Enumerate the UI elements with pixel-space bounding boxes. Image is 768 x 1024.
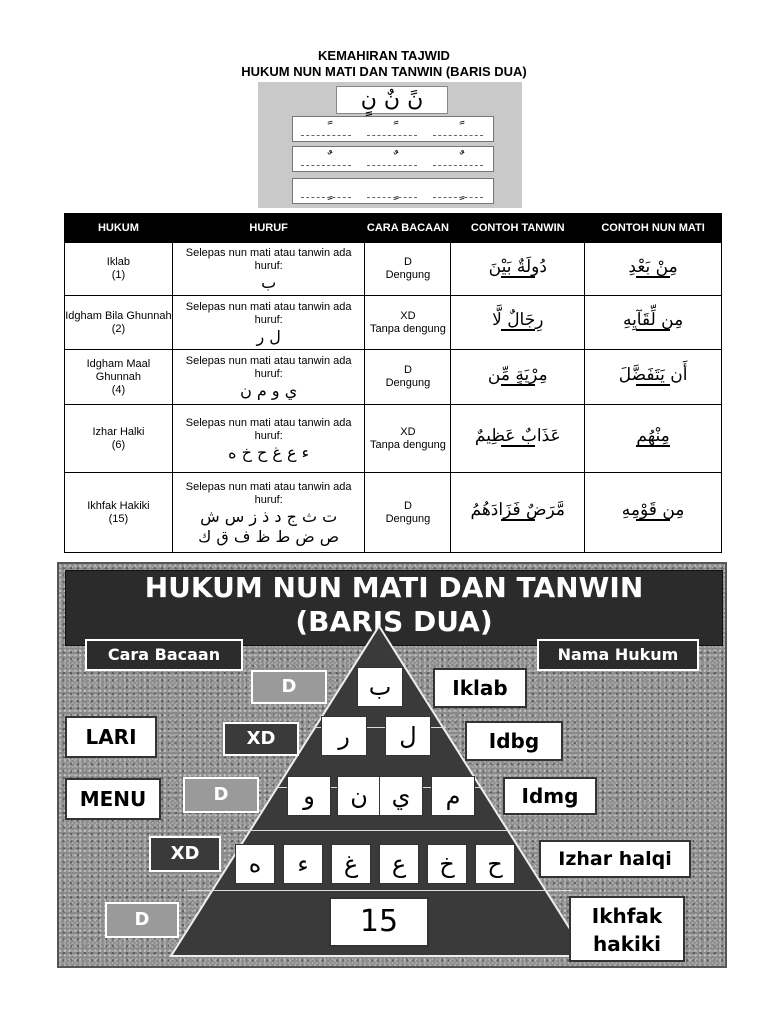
letter-tile[interactable]: ه [235,844,275,884]
letter-tile[interactable]: ن [337,776,381,816]
letter-tile[interactable]: غ [331,844,371,884]
letter-tile[interactable]: ي [379,776,423,816]
dash-line [367,165,417,166]
mark-cell [425,179,491,203]
cara-cell: D Dengung [365,473,451,553]
dash-line [367,197,417,198]
dash-line [367,135,417,136]
hukum-cell: Izhar Halki (6) [65,405,173,473]
kasratain-strip [292,178,494,204]
mark-cell [359,179,425,203]
huruf-cell: Selepas nun mati atau tanwin ada huruf: ت ث ج د ذ ز س ش ص ض ط ظ ف ق ك [172,473,365,553]
huruf-cell: Selepas nun mati atau tanwin ada huruf: ي و م ن [172,350,365,405]
hukum-label-ikhfak[interactable]: Ikhfak hakiki [569,896,685,962]
tanwin-marks-panel [258,82,522,208]
cara-cell: XD Tanpa dengung [365,296,451,350]
pyramid-divider [233,830,527,831]
contoh-tanwin-cell: مَّرَضٌ فَزَادَهُمُ [451,473,585,553]
poster-title: HUKUM NUN MATI DAN TANWIN (BARIS DUA) [65,570,723,646]
cara-cell: XD Tanpa dengung [365,405,451,473]
contoh-nun-mati-cell: مِنْهُم [585,405,722,473]
mark-cell [293,179,359,203]
header-contoh-nun-mati: CONTOH NUN MATI [585,214,722,243]
cara-label-ikhfak[interactable]: D [105,902,179,938]
hukum-label-idmg[interactable]: Idmg [503,777,597,815]
document-header [0,48,768,80]
contoh-tanwin-cell: دُولَةٌ بَيْنَ [451,243,585,296]
dash-line [301,197,351,198]
header-huruf: HURUF [172,214,365,243]
mark-cell [425,117,491,141]
header-contoh-tanwin: CONTOH TANWIN [451,214,585,243]
mark-cell [425,147,491,171]
contoh-nun-mati-cell: أَن يَتَفَضَّلَ [585,350,722,405]
contoh-tanwin-cell: مِرْيَةٍ مِّن [451,350,585,405]
table-row [65,296,722,350]
mark-cell [359,147,425,171]
cara-label-izhar[interactable]: XD [149,836,221,872]
dash-line [433,165,483,166]
nama-hukum-label: Nama Hukum [537,639,699,671]
lari-button[interactable]: LARI [65,716,157,758]
cara-cell: D Dengung [365,350,451,405]
cara-bacaan-label: Cara Bacaan [85,639,243,671]
mark-cell [293,147,359,171]
cara-cell: D Dengung [365,243,451,296]
letter-tile[interactable]: ب [357,667,403,707]
document-subtitle: HUKUM NUN MATI DAN TANWIN (BARIS DUA) [241,64,527,79]
hukum-table [64,213,722,553]
hukum-label-izhar[interactable]: Izhar halqi [539,840,691,878]
letter-tile[interactable]: ع [379,844,419,884]
pyramid-divider [187,890,572,891]
letter-tile[interactable]: م [431,776,475,816]
document-title: KEMAHIRAN TAJWID [318,48,450,63]
huruf-cell: Selepas nun mati atau tanwin ada huruf: ب [172,243,365,296]
mark-cell [359,117,425,141]
menu-button[interactable]: MENU [65,778,161,820]
dash-line [301,165,351,166]
pyramid-poster [57,562,727,968]
dash-line [433,197,483,198]
letter-tile[interactable]: ء [283,844,323,884]
header-cara-bacaan: CARA BACAAN [365,214,451,243]
contoh-tanwin-cell: رِجَالٌ لَّا [451,296,585,350]
letter-tile[interactable]: و [287,776,331,816]
header-hukum: HUKUM [65,214,173,243]
ikhfak-count-box[interactable]: 15 [329,897,429,947]
mark-cell [293,117,359,141]
contoh-nun-mati-cell: مِنْ بَعْدِ [585,243,722,296]
dammatain-strip [292,146,494,172]
fathatain-strip [292,116,494,142]
cara-label-idmg[interactable]: D [183,777,259,813]
nun-forms: نً نٌ نٍ [336,86,448,114]
letter-tile[interactable]: ر [321,716,367,756]
hukum-cell: Idgham Bila Ghunnah (2) [65,296,173,350]
cara-label-iklab[interactable]: D [251,670,327,704]
table-row [65,405,722,473]
contoh-tanwin-cell: عَذَابٌ عَظِيمٌ [451,405,585,473]
table-header-row [65,214,722,243]
hukum-cell: Iklab (1) [65,243,173,296]
contoh-nun-mati-cell: مِن قَوْمِهِ [585,473,722,553]
hukum-label-idbg[interactable]: Idbg [465,721,563,761]
huruf-cell: Selepas nun mati atau tanwin ada huruf: ل ر [172,296,365,350]
table-row [65,243,722,296]
table-row [65,473,722,553]
contoh-nun-mati-cell: مِن لِّقَآيِهِ [585,296,722,350]
cara-label-idbg[interactable]: XD [223,722,299,756]
dash-line [433,135,483,136]
hukum-cell: Ikhfak Hakiki (15) [65,473,173,553]
hukum-cell: Idgham Maal Ghunnah (4) [65,350,173,405]
dash-line [301,135,351,136]
letter-tile[interactable]: ل [385,716,431,756]
table-row [65,350,722,405]
letter-tile[interactable]: خ [427,844,467,884]
hukum-label-iklab[interactable]: Iklab [433,668,527,708]
huruf-cell: Selepas nun mati atau tanwin ada huruf: ء ع غ ح خ ه [172,405,365,473]
letter-tile[interactable]: ح [475,844,515,884]
